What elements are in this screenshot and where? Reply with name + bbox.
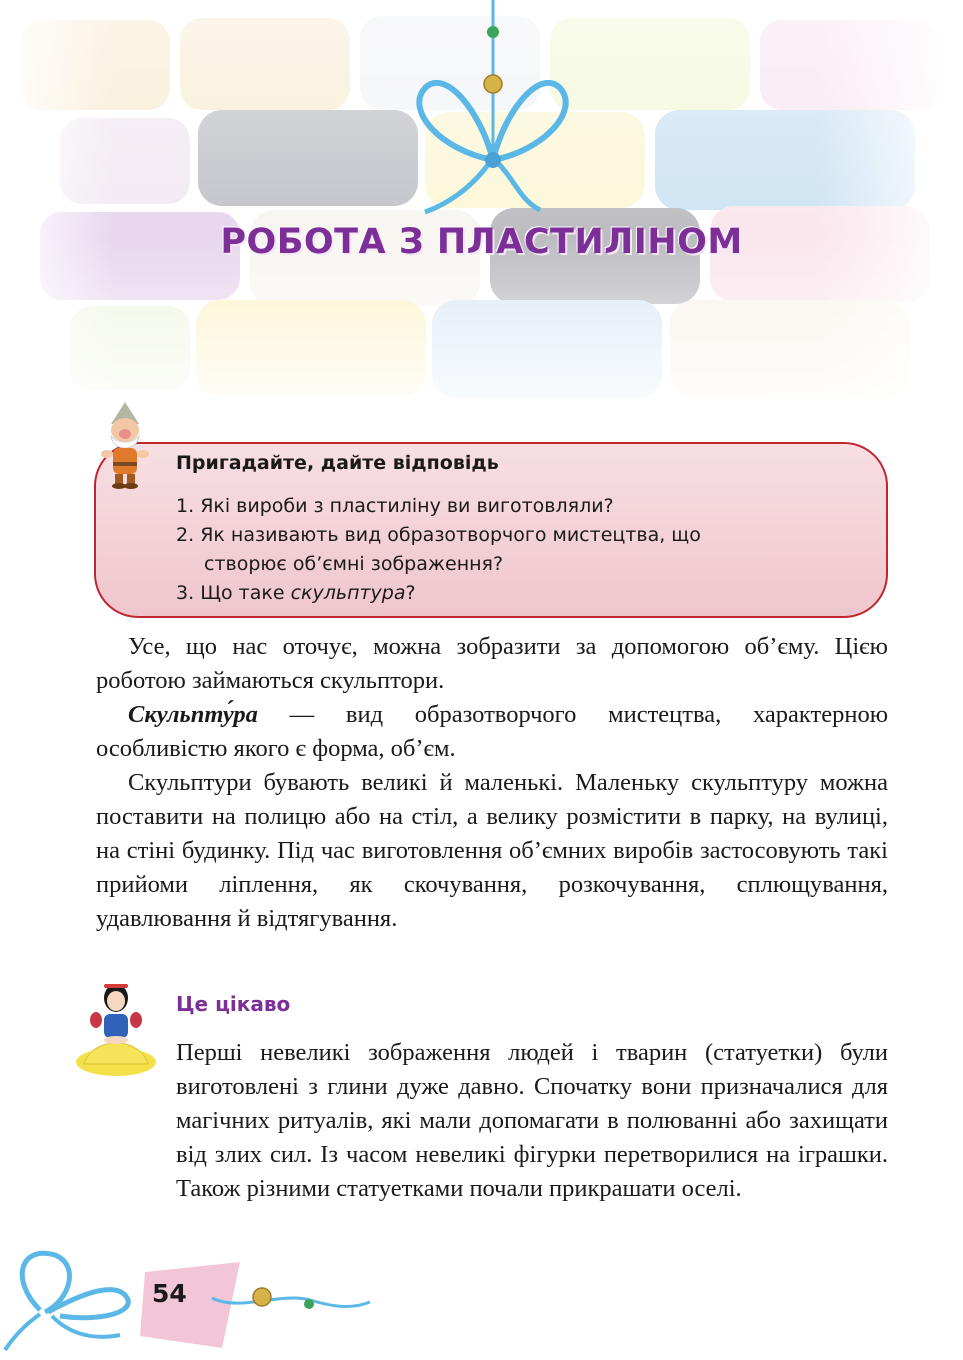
paragraph-2: Скульпту́ра — вид образотворчого мистецтва, характерною особливістю якого є форма, об’єм. xyxy=(96,701,888,762)
dwarf-illustration xyxy=(93,398,157,490)
recall-heading: Пригадайте, дайте відповідь xyxy=(176,452,499,474)
question-list xyxy=(176,492,856,608)
question-1: 1. Які вироби з пластиліну ви виготовляли? xyxy=(176,495,614,517)
footer-ribbon-illustration xyxy=(0,1240,400,1360)
interesting-heading: Це цікаво xyxy=(176,992,291,1016)
paragraph-3: Скульптури бувають великі й маленькі. Маленьку скульптуру можна поставити на полицю або на стіл, а велику розмістити в парку, на вулиці, на стіні будинку. Під час виготовлення об’ємних виробів застосовують такі прийоми ліплення, як скочування, розкочування, сплющування, удавлювання й відтягування. xyxy=(96,769,888,932)
question-2: 2. Як називають вид образотворчого мистецтва, що створює об’ємні зображення? xyxy=(176,524,701,575)
plasticine-bricks-illustration xyxy=(0,0,963,430)
paragraph-1: Усе, що нас оточує, можна зобразити за допомогою об’єму. Цією роботою займаються скульптори. xyxy=(96,633,888,694)
term-sculpture: Скульпту́ра xyxy=(128,701,258,728)
ribbon-bow-icon xyxy=(5,1253,128,1350)
page-title: РОБОТА З ПЛАСТИЛІНОМ xyxy=(220,222,743,262)
snow-white-illustration xyxy=(74,976,158,1076)
interesting-text: Перші невеликі зображення людей і тварин (статуетки) були виготовлені з глини дуже давно. Спочатку вони призначалися для магічних ритуалів, які мали допомагати в полюванні або захищати від злих сил. Із часом невеликі фігурки перетворилися на іграшки. Також різними статуетками почали прикрашати оселі. xyxy=(176,1039,888,1202)
page-number: 54 xyxy=(152,1279,187,1308)
question-3: 3. Що таке скульптура? xyxy=(176,582,416,604)
bead-icon xyxy=(304,1299,314,1309)
bead-icon xyxy=(253,1288,271,1306)
main-text xyxy=(96,630,888,936)
